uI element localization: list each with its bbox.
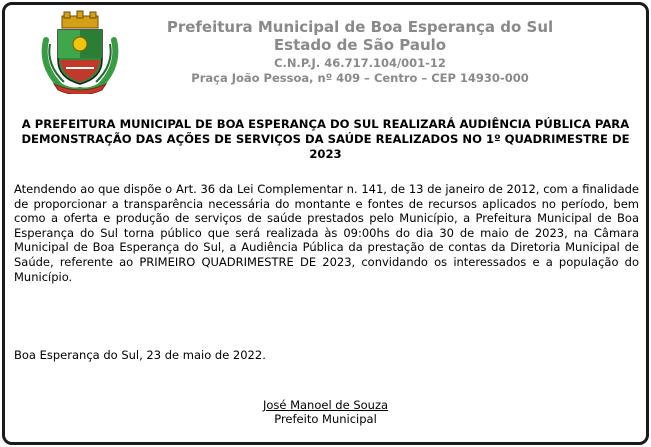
letterhead — [140, 18, 580, 86]
cnpj: C.N.P.J. 46.717.104/001-12 — [274, 56, 446, 70]
municipality-name: Prefeitura Municipal de Boa Esperança do Sul — [166, 18, 554, 36]
signatory-name: José Manoel de Souza — [262, 398, 389, 412]
signature-block — [180, 398, 471, 426]
notice-title: A PREFEITURA MUNICIPAL DE BOA ESPERANÇA DO SUL REALIZARÁ AUDIÊNCIA PÚBLICA PARA DEMONSTRAÇÃO DAS AÇÕES DE SERVIÇOS DA SAÚDE REALIZADOS NO 1º QUADRIMESTRE DE 2023 — [21, 117, 630, 161]
date-line: Boa Esperança do Sul, 23 de maio de 2022. — [14, 348, 266, 362]
state-name: Estado de São Paulo — [273, 36, 447, 54]
municipal-coat-of-arms-icon — [36, 10, 124, 94]
notice-body: Atendendo ao que dispõe o Art. 36 da Lei Complementar n. 141, de 13 de janeiro de 2012, com a finalidade de proporcionar a transparência necessária do montante e fontes de recursos aplicados no período, bem como a oferta e produção de serviços de saúde prestados pelo Município, a Prefeitura Municipal de Boa Esperança do Sul torna público que será realizada às 09:00hs do dia 30 de maio de 2023, na Câmara Municipal de Boa Esperança do Sul, a Audiência Pública da prestação de contas da Diretoria Municipal de Saúde, referente ao PRIMEIRO QUADRIMESTRE DE 2023, convidando os interessados e a população do Município. — [14, 182, 639, 284]
signatory-role: Prefeito Municipal — [274, 412, 377, 426]
address: Praça João Pessoa, nº 409 – Centro – CEP 14930-000 — [191, 71, 529, 85]
